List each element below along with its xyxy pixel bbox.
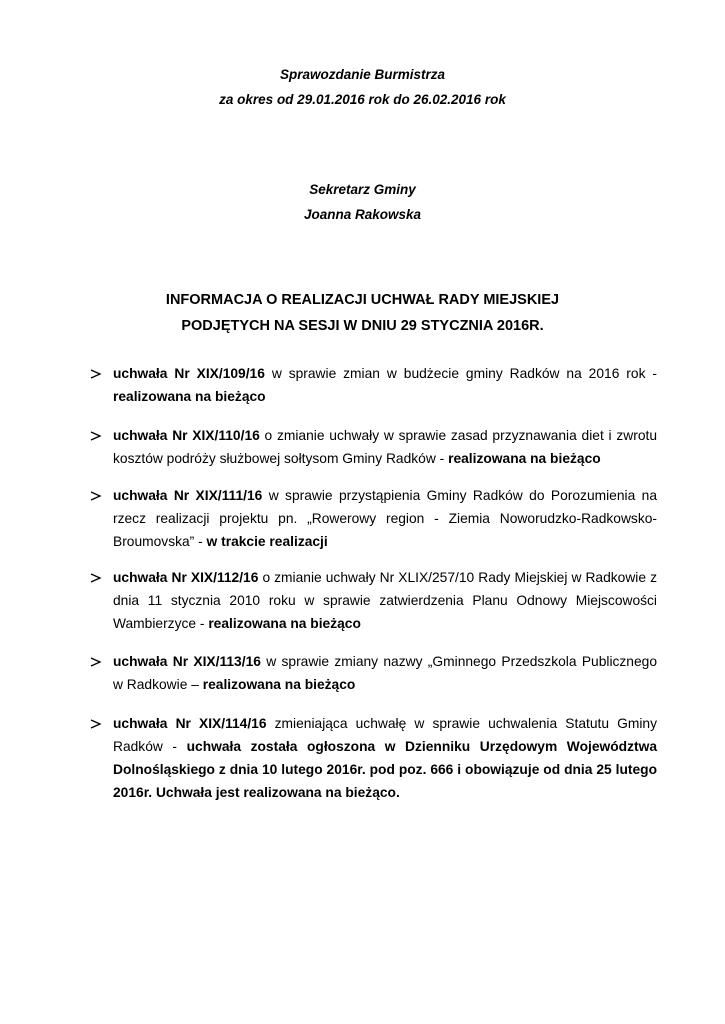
resolution-item-text: [113, 362, 657, 408]
author-role: Sekretarz Gminy: [309, 182, 416, 197]
resolution-description: o zmianie uchwały w sprawie zasad przyznawania diet i zwrotu kosztów podróży służbowej sołtysom Gminy Radków -: [113, 428, 657, 466]
arrow-bullet-icon: [90, 650, 104, 672]
resolution-description: zmieniająca uchwałę w sprawie uchwalenia Statutu Gminy Radków -: [113, 716, 657, 754]
heading-line-2: PODJĘTYCH NA SESJI W DNIU 29 STYCZNIA 2016R.: [181, 318, 544, 334]
resolution-number: uchwała Nr XIX/111/16: [113, 488, 263, 503]
resolution-number: uchwała Nr XIX/114/16: [113, 716, 267, 731]
resolution-number: uchwała Nr XIX/113/16: [113, 654, 261, 669]
resolution-status: realizowana na bieżąco: [202, 677, 356, 692]
report-period: za okres od 29.01.2016 rok do 26.02.2016 rok: [219, 92, 506, 107]
resolution-item-text: [113, 712, 657, 804]
report-title: Sprawozdanie Burmistrza: [279, 67, 446, 82]
resolution-description: w sprawie przystąpienia Gminy Radków do Porozumienia na rzecz realizacji projektu pn. „Rowerowy region - Ziemia Noworudzko-Radkowsko-Broumovska” -: [113, 488, 657, 549]
resolution-item-text: [113, 650, 657, 696]
resolution-status: realizowana na bieżąco: [113, 389, 266, 404]
resolution-description: w sprawie zmiany nazwy „Gminnego Przedszkola Publicznego w Radkowie –: [113, 654, 658, 692]
resolution-number: uchwała Nr XIX/112/16: [113, 570, 259, 585]
resolution-item-text: [113, 484, 657, 553]
arrow-bullet-icon: [90, 424, 104, 446]
resolution-status: realizowana na bieżąco: [208, 616, 361, 631]
arrow-bullet-icon: [90, 362, 104, 384]
arrow-bullet-icon: [90, 484, 104, 506]
resolution-description: o zmianie uchwały Nr XLIX/257/10 Rady Miejskiej w Radkowie z dnia 11 stycznia 2010 roku w sprawie zatwierdzenia Planu Odnowy Miejscowości Wambierzyce -: [113, 570, 657, 631]
resolution-status: w trakcie realizacji: [206, 534, 328, 549]
resolution-item-text: [113, 424, 657, 470]
heading-line-1: INFORMACJA O REALIZACJI UCHWAŁ RADY MIEJSKIEJ: [165, 292, 560, 308]
resolution-status: uchwała została ogłoszona w Dzienniku Urzędowym Województwa Dolnośląskiego z dnia 10 lutego 2016r. pod poz. 666 i obowiązuje od dnia 25 lutego 2016r. Uchwała jest realizowana na bieżąco.: [113, 739, 657, 800]
arrow-bullet-icon: [90, 712, 104, 734]
resolution-description: w sprawie zmian w budżecie gminy Radków na 2016 rok -: [264, 366, 657, 381]
author-name: Joanna Rakowska: [303, 207, 422, 222]
resolution-item-text: [113, 566, 657, 635]
resolution-number: uchwała Nr XIX/109/16: [113, 366, 265, 381]
arrow-bullet-icon: [90, 566, 104, 588]
resolution-number: uchwała Nr XIX/110/16: [113, 428, 260, 443]
resolution-status: realizowana na bieżąco: [448, 451, 601, 466]
